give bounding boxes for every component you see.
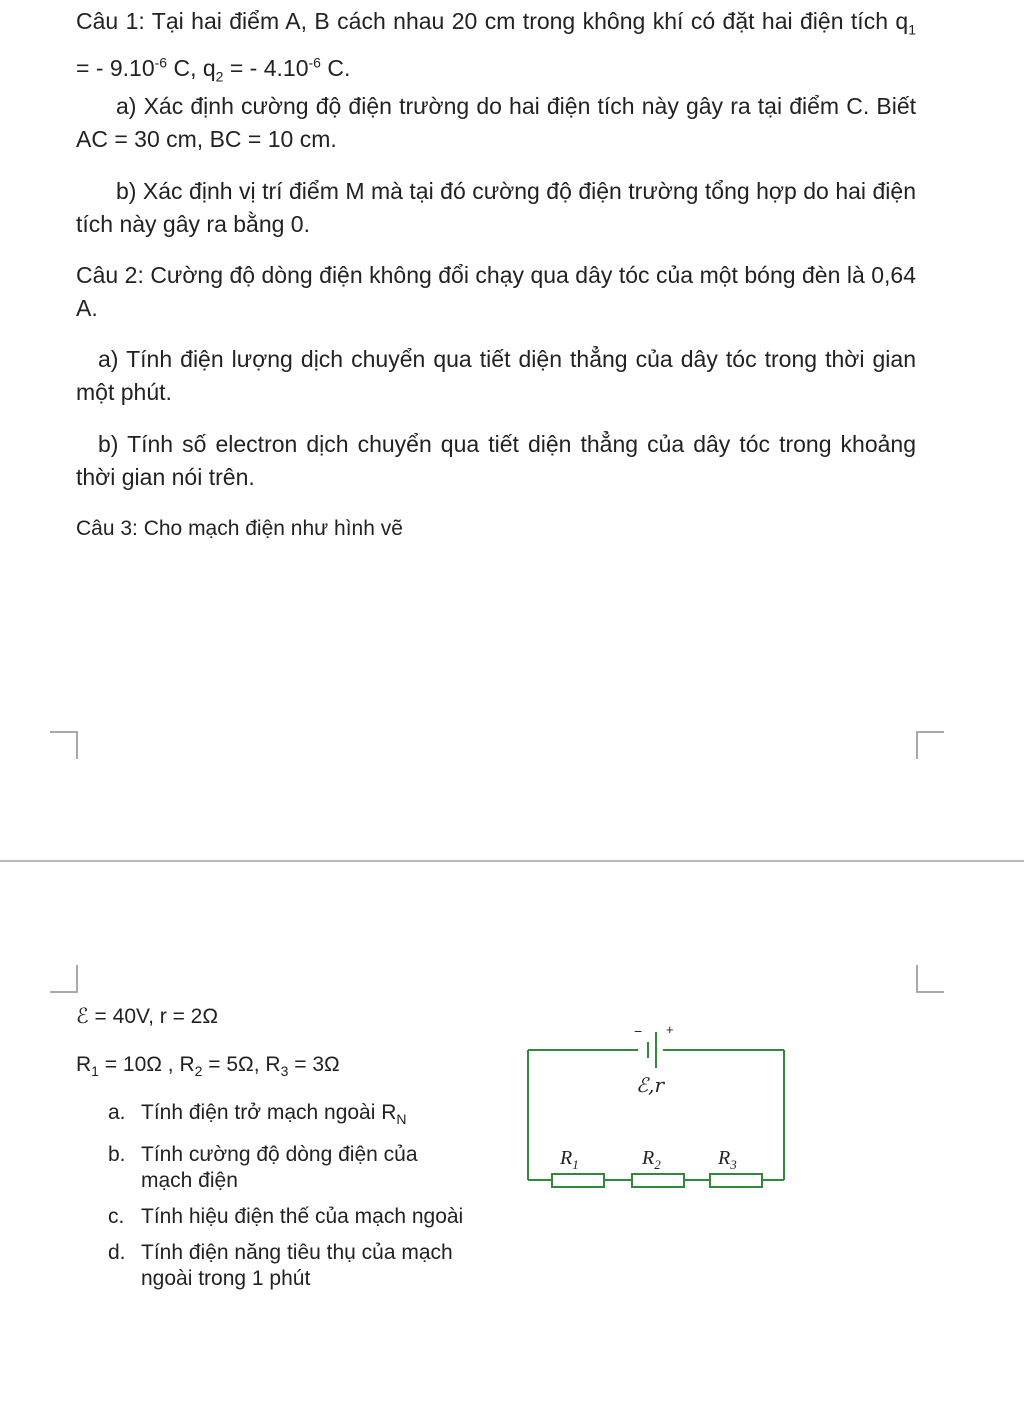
- question-2-part-b: b) Tính số electron dịch chuyển qua tiết diện thẳng của dây tóc trong khoảng thời gian nói trên.: [76, 431, 916, 490]
- page-margin-corner: [916, 731, 944, 759]
- resistor-r3-shape: [710, 1174, 762, 1187]
- resistor-r2-label: $R_2$: [642, 1147, 661, 1172]
- battery-minus-sign: −: [634, 1023, 643, 1039]
- page-margin-corner: [50, 965, 78, 993]
- emf-label: ℰ,r: [636, 1073, 665, 1097]
- page-margin-corner: [916, 965, 944, 993]
- resistor-r1-label: $R_1$: [560, 1147, 579, 1172]
- resistor-r2-shape: [632, 1174, 684, 1187]
- emf-values: ℰ = 40V, r = 2Ω: [76, 1005, 219, 1028]
- task-item: c. Tính hiệu điện thế của mạch ngoài: [108, 1205, 464, 1229]
- page-margin-corner: [50, 731, 78, 759]
- circuit-diagram: [520, 1020, 800, 1200]
- question-2: Câu 2: Cường độ dòng điện không đổi chạy qua dây tóc của một bóng đèn là 0,64 A.: [76, 262, 916, 321]
- resistor-r1-shape: [552, 1174, 604, 1187]
- charge-q1: $q_1$ = - $9.10^{-6}$ C,: [76, 8, 917, 82]
- question-3: Câu 3: Cho mạch điện như hình vẽ: [76, 517, 403, 540]
- resistor-r3-label: $R_3$: [718, 1147, 737, 1172]
- charge-q2: $q_2$ = - $4.10^{-6}$ C.: [202, 54, 351, 85]
- battery-plus-sign: +: [666, 1022, 674, 1037]
- question-1-part-a: a) Xác định cường độ điện trường do hai điện tích này gây ra tại điểm C. Biết AC = 30 cm, BC = 10 cm.: [76, 93, 916, 152]
- question-1-part-b: b) Xác định vị trí điểm M mà tại đó cường độ điện trường tổng hợp do hai điện tích này gây ra bằng 0.: [76, 178, 916, 237]
- question-2-part-a: a) Tính điện lượng dịch chuyển qua tiết diện thẳng của dây tóc trong thời gian một phút.: [76, 346, 916, 405]
- task-item: a. Tính điện trở mạch ngoài $R_N$: [108, 1101, 407, 1128]
- resistor-values: $R_1 = 10\Omega$ , $R_2 = 5\Omega$, $R_3 = 3\Omega$: [76, 1053, 340, 1080]
- task-item: d. Tính điện năng tiêu thụ của mạch ngoài trong 1 phút: [108, 1241, 453, 1291]
- question-1: [76, 5, 916, 94]
- question-3-tasks: [108, 1100, 468, 1302]
- task-item: b. Tính cường độ dòng điện của mạch điện: [108, 1143, 418, 1193]
- question-1-text: Câu 1: Tại hai điểm A, B cách nhau 20 cm trong không khí có đặt hai điện tích: [76, 8, 888, 34]
